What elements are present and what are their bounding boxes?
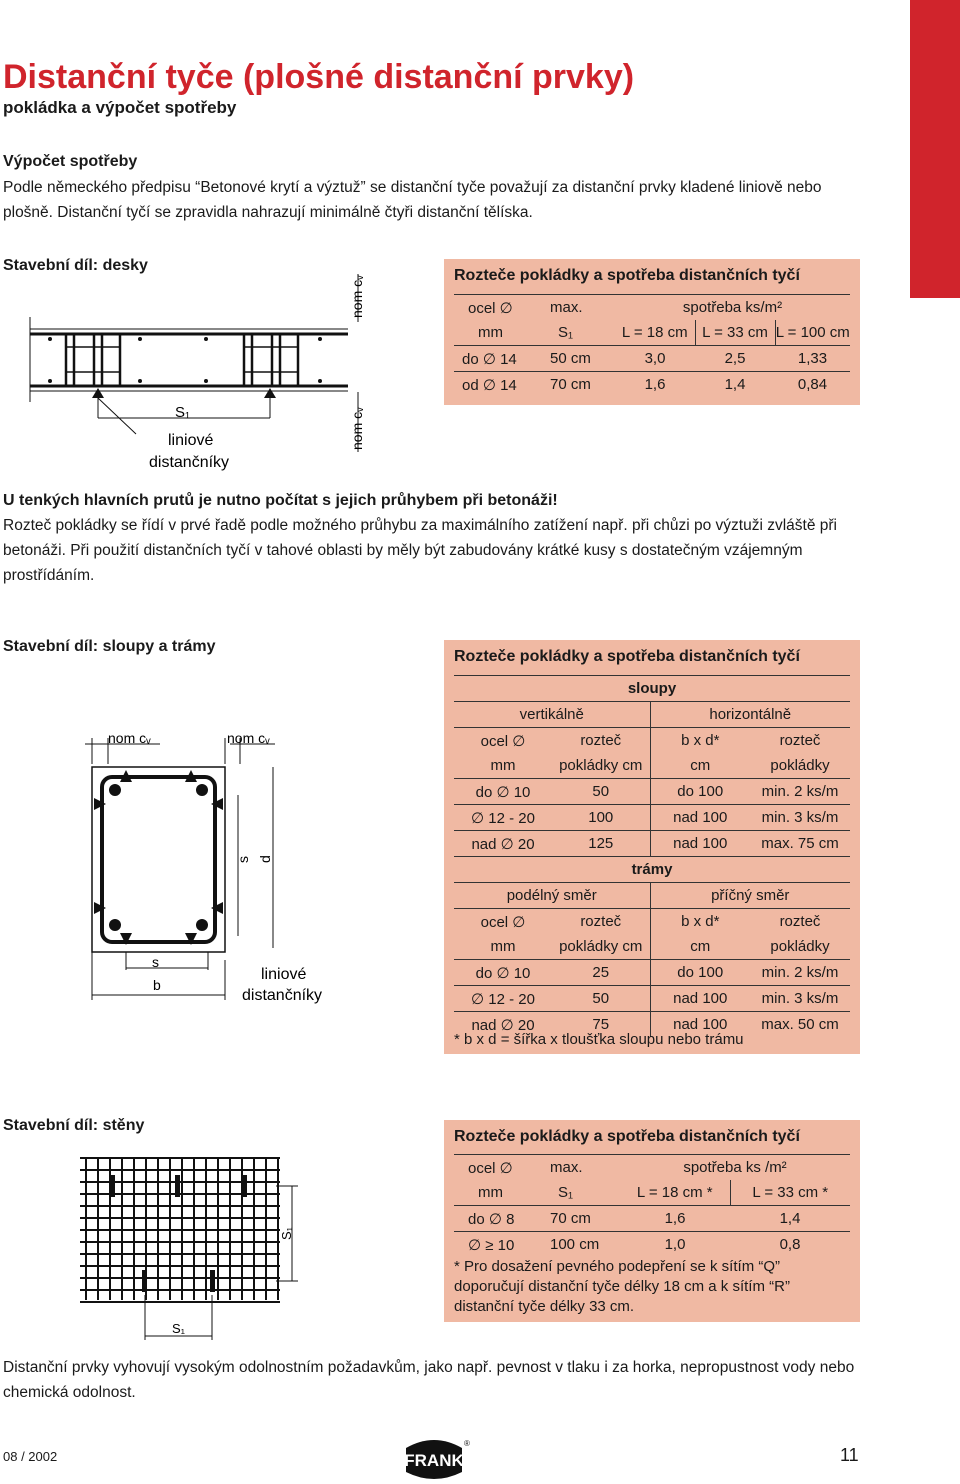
sloupy-diagram bbox=[80, 720, 340, 1010]
table-row: nad ∅ 20 125 nad 100 max. 75 cm bbox=[454, 831, 850, 857]
table-row: od ∅ 14 70 cm 1,6 1,4 0,84 bbox=[454, 372, 850, 398]
desky-label-line1: liniové bbox=[168, 432, 214, 449]
desky-warning: U tenkých hlavních prutů je nutno počítat s jejich průhybem při betonáži! bbox=[3, 492, 558, 509]
table-row: do ∅ 8 70 cm 1,6 1,4 bbox=[454, 1206, 850, 1232]
steny-table: ocel ∅ max. spotřeba ks /m² mm S₁ L = 18 cm * L = 33 cm * do ∅ 8 70 cm 1,6 1,4 ∅ ≥ 10 100 cm 1,0 0,8 bbox=[454, 1154, 850, 1257]
steny-s1-right: S₁ bbox=[279, 1226, 294, 1240]
desky-s1-label: S₁ bbox=[175, 404, 191, 421]
tramy-section: trámy bbox=[454, 857, 850, 883]
page-number: 11 bbox=[840, 1445, 859, 1465]
svg-text:®: ® bbox=[464, 1439, 470, 1448]
footer-text: Distanční prvky vyhovují vysokým odolnostním požadavkům, jako např. pevnost v tlaku i za horka, nepropustnost vody nebo chemická odolnost. bbox=[3, 1359, 855, 1401]
desky-diagram bbox=[20, 262, 380, 477]
steny-table-note: * Pro dosažení pevného podepření se k sítím “Q” doporučují distanční tyče délky 18 cm a k sítím “R” distanční tyče délky 33 cm. bbox=[454, 1258, 790, 1315]
intro-heading: Výpočet spotřeby bbox=[3, 153, 138, 170]
desky-table-title: Rozteče pokládky a spotřeba distančních tyčí bbox=[454, 267, 800, 284]
sloupy-label-line2: distančníky bbox=[242, 987, 323, 1004]
sloupy-b-label: b bbox=[153, 977, 161, 993]
page-title: Distanční tyče (plošné distanční prvky) bbox=[3, 58, 635, 96]
desky-nom-top: nom cᵥ bbox=[349, 275, 365, 318]
table-row: ∅ ≥ 10 100 cm 1,0 0,8 bbox=[454, 1232, 850, 1258]
sloupy-nom2: nom cᵥ bbox=[227, 730, 270, 746]
sloupy-heading: Stavební díl: sloupy a trámy bbox=[3, 638, 216, 655]
steny-table-panel bbox=[444, 1120, 860, 1322]
sloupy-d-label: d bbox=[257, 855, 273, 863]
table-row: ∅ 12 - 20 50 nad 100 min. 3 ks/m bbox=[454, 986, 850, 1012]
table-row: do ∅ 10 25 do 100 min. 2 ks/m bbox=[454, 960, 850, 986]
sloupy-table-title: Rozteče pokládky a spotřeba distančních tyčí bbox=[454, 648, 800, 665]
steny-s1-bottom: S₁ bbox=[172, 1321, 186, 1336]
page-subtitle: pokládka a výpočet spotřeby bbox=[3, 98, 237, 117]
table-row: do ∅ 14 50 cm 3,0 2,5 1,33 bbox=[454, 346, 850, 372]
sloupy-label-line1: liniové bbox=[261, 966, 307, 983]
steny-heading: Stavební díl: stěny bbox=[3, 1117, 145, 1134]
desky-text: Rozteč pokládky se řídí v prvé řadě podle možného průhybu za maximálního zatížení např. při chůzi po výztuži zvláště při betonáži. Při použití distančních tyčí v tahové oblasti by měly být zabudovány krátké kusy s dostatečným vzájemným prostřídáním. bbox=[3, 517, 837, 584]
table-row: do ∅ 10 50 do 100 min. 2 ks/m bbox=[454, 779, 850, 805]
footer-date: 08 / 2002 bbox=[3, 1449, 58, 1464]
intro-text: Podle německého předpisu “Betonové krytí a výztuž” se distanční tyče považují za distanční prvky kladené liniově nebo plošně. Distanční tyčí se zpravidla nahrazují minimálně čtyři distanční tělíska. bbox=[3, 179, 822, 221]
table-row: ∅ 12 - 20 100 nad 100 min. 3 ks/m bbox=[454, 805, 850, 831]
steny-table-title: Rozteče pokládky a spotřeba distančních tyčí bbox=[454, 1128, 800, 1145]
sloupy-section: sloupy bbox=[454, 676, 850, 702]
frank-logo bbox=[400, 1432, 470, 1484]
sloupy-table: sloupy vertikálně horizontálně ocel ∅ rozteč b x d* rozteč mm pokládky cm cm pokládky do ∅ 10 50 do 100 min. 2 ks/m ∅ 12 - 20 100 nad 100 min. 3 ks/m nad ∅ 20 125 nad 100 max. 75 cm trámy podélný směr příčný směr ocel ∅ rozteč b x d* rozteč mm pokládky cm cm pokládky do ∅ 10 25 do 100 min. 2 ks/m ∅ 12 - 20 50 nad 100 min. 3 ks/m nad ∅ 20 75 nad 100 max. 50 cm bbox=[454, 675, 850, 1037]
sloupy-table-note: * b x d = šířka x tloušťka sloupu nebo trámu bbox=[454, 1031, 744, 1048]
sloupy-nom1: nom cᵥ bbox=[108, 730, 151, 746]
desky-nom-bottom: nom cᵥ bbox=[349, 407, 365, 450]
desky-table: ocel ∅ max. spotřeba ks/m² mm S₁ L = 18 cm L = 33 cm L = 100 cm do ∅ 14 50 cm 3,0 2,5 1,33 od ∅ 14 70 cm 1,6 1,4 0,84 bbox=[454, 294, 850, 397]
sloupy-s2-label: s bbox=[152, 954, 159, 970]
sloupy-s-label: s bbox=[235, 856, 251, 863]
accent-bar bbox=[910, 0, 960, 298]
desky-heading: Stavební díl: desky bbox=[3, 257, 148, 274]
sloupy-table-panel bbox=[444, 640, 860, 1054]
frank-logo-text: FRANK bbox=[404, 1451, 464, 1470]
desky-table-panel bbox=[444, 259, 860, 405]
desky-label-line2: distančníky bbox=[149, 454, 230, 471]
table-row: nad ∅ 20 75 nad 100 max. 50 cm bbox=[454, 1012, 850, 1038]
steny-diagram bbox=[80, 1150, 310, 1345]
